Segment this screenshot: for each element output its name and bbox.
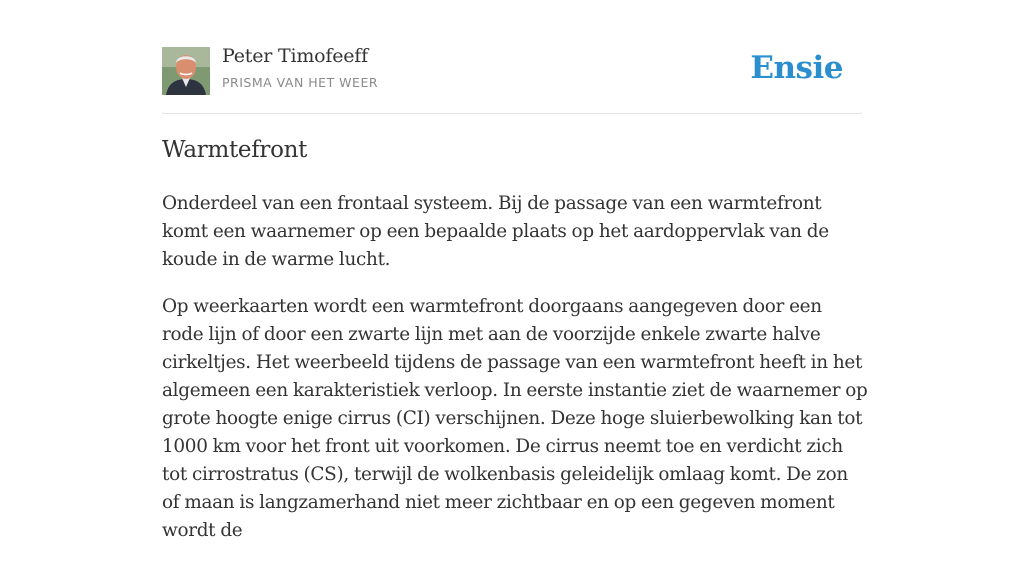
- author-subtitle[interactable]: PRISMA VAN HET WEER: [222, 75, 379, 90]
- article-paragraph: Onderdeel van een frontaal systeem. Bij de passage van een warmtefront komt een waarnemer op een bepaalde plaats op het aardoppervlak van de koude in de warme lucht.: [162, 193, 829, 270]
- author-header: [162, 0, 862, 114]
- avatar-portrait-icon: [162, 47, 210, 95]
- article-paragraph: Op weerkaarten wordt een warmtefront doorgaans aangegeven door een rode lijn of door een zwarte lijn met aan de voorzijde enkele zwarte halve cirkeltjes. Het weerbeeld tijdens de passage van een warmtefront heeft in het algemeen een karakteristiek verloop. In eerste instantie ziet de waarnemer op grote hoogte enige cirrus (CI) verschijnen. Deze hoge sluierbewolking kan tot 1000 km voor het front uit voorkomen. De cirrus neemt toe en verdicht zich tot cirrostratus (CS), terwijl de wolkenbasis geleidelijk omlaag komt. De zon of maan is langzamerhand niet meer zichtbaar en op een gegeven moment wordt de: [162, 296, 868, 541]
- content-container: [162, 0, 868, 541]
- article-body: [162, 190, 868, 564]
- article-title: Warmtefront: [162, 137, 308, 163]
- brand-logo[interactable]: Ensie: [750, 50, 843, 86]
- author-avatar[interactable]: [162, 47, 210, 95]
- author-name[interactable]: Peter Timofeeff: [222, 45, 368, 67]
